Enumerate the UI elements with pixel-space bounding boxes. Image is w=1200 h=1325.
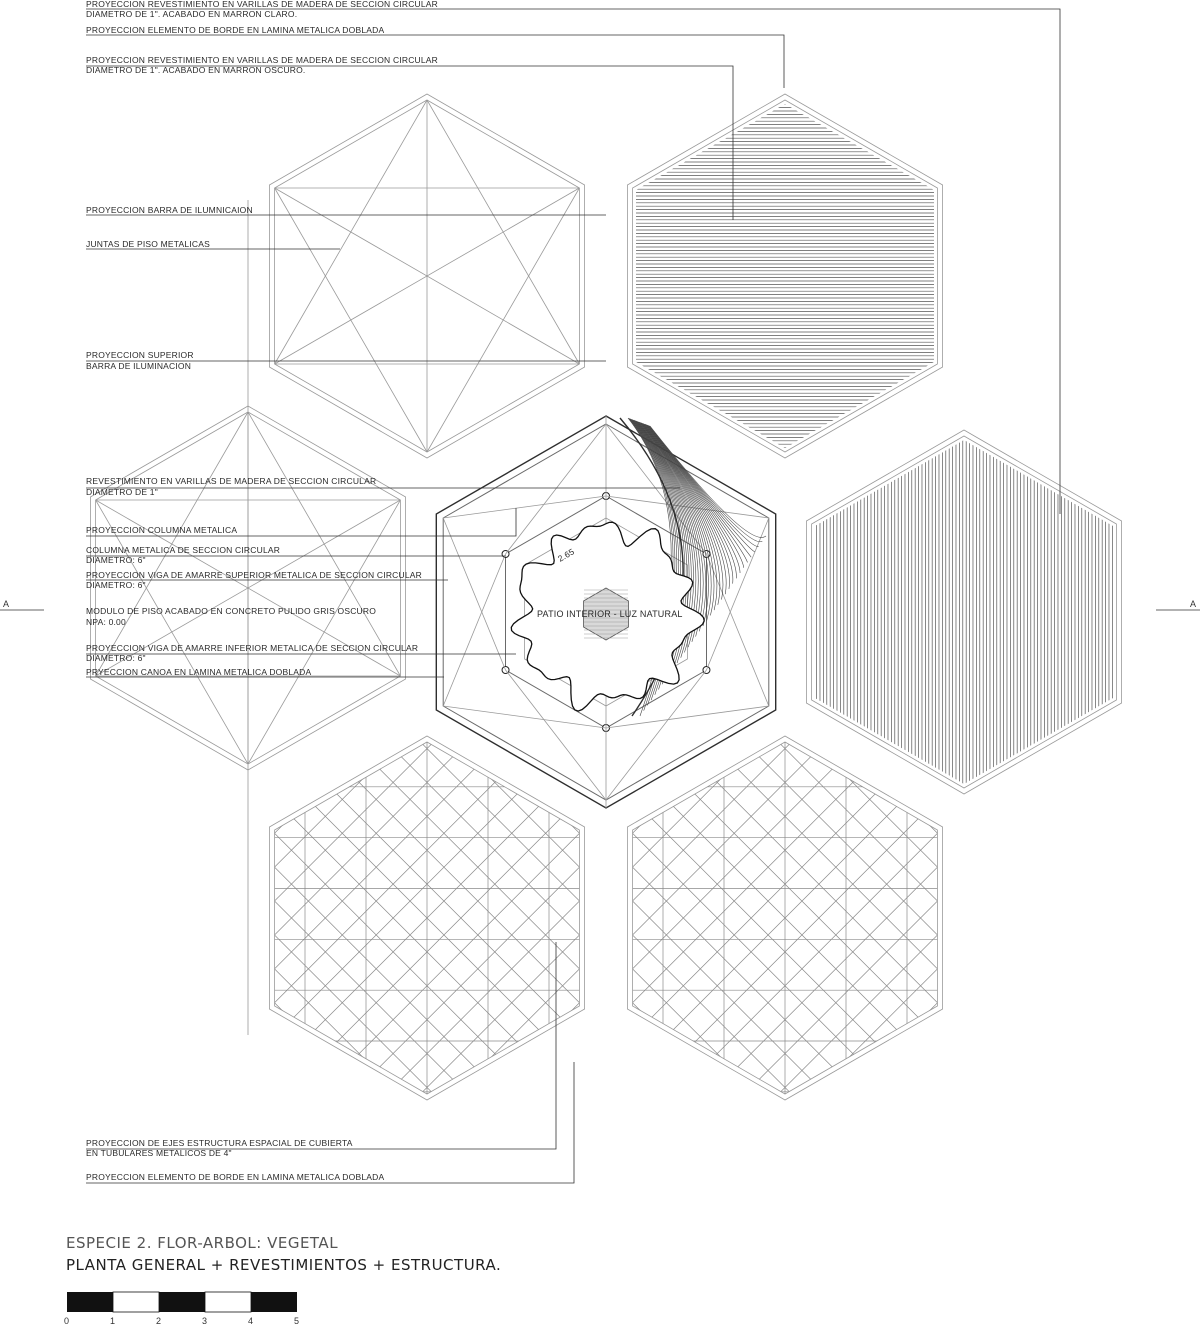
label-lower-beam-2: DIAMETRO: 6": [86, 653, 146, 663]
scale-segment-4: [205, 1292, 251, 1312]
patio-label: PATIO INTERIOR - LUZ NATURAL: [537, 609, 683, 619]
scale-tick-1: 1: [110, 1316, 116, 1325]
scale-segment-3: [159, 1292, 205, 1312]
hex-top-right-inner: [633, 100, 938, 452]
space-frame-left: [0, 736, 880, 1100]
leader-space-frame: [86, 942, 556, 1149]
label-wood-rods-light-1: PROYECCION REVESTIMIENTO EN VARILLAS DE MADERA DE SECCION CIRCULAR: [86, 0, 439, 9]
hatch-horizontal: [603, 94, 967, 458]
section-marker-left: A: [3, 599, 10, 609]
label-wood-cladding-1: REVESTIMIENTO EN VARILLAS DE MADERA DE SECCION CIRCULAR: [86, 476, 377, 486]
graphic-scale: [64, 1292, 299, 1325]
label-wood-rods-dark-2: DIAMETRO DE 1". ACABADO EN MARRON OSCURO.: [86, 65, 306, 75]
label-upper-beam-2: DIAMETRO: 6": [86, 580, 146, 590]
leader-wood-dark: [86, 66, 733, 220]
wood-rod-hatching: [603, 94, 1119, 794]
label-lighting-bar: PROYECCION BARRA DE ILUMNICAION: [86, 205, 253, 215]
label-lower-beam-1: PROYECCION VIGA DE AMARRE INFERIOR METALICA DE SECCION CIRCULAR: [86, 643, 419, 653]
leader-wood-light: [86, 9, 1060, 514]
dimension-label: 2.65: [556, 546, 577, 564]
scale-segment-5: [251, 1292, 297, 1312]
label-upper-projection-1: PROYECCION SUPERIOR: [86, 350, 194, 360]
scale-tick-2: 2: [156, 1316, 162, 1325]
scale-tick-3: 3: [202, 1316, 208, 1325]
label-wood-rods-light-2: DIAMETRO DE 1". ACABADO EN MARRON CLARO.: [86, 9, 298, 19]
hatch-vertical: [806, 430, 1119, 794]
scale-tick-0: 0: [64, 1316, 70, 1325]
label-floor-module-1: MODULO DE PISO ACABADO EN CONCRETO PULIDO GRIS OSCURO: [86, 606, 377, 616]
scale-segment-1: [67, 1292, 113, 1312]
annotation-labels: [86, 0, 438, 1182]
label-wood-rods-dark-1: PROYECCION REVESTIMIENTO EN VARILLAS DE MADERA DE SECCION CIRCULAR: [86, 55, 439, 65]
label-metal-column-2: DIAMETRO: 6": [86, 555, 146, 565]
label-upper-beam-1: PROYECCION VIGA DE AMARRE SUPERIOR METALICA DE SECCION CIRCULAR: [86, 570, 422, 580]
label-wood-cladding-2: DIAMETRO DE 1": [86, 487, 158, 497]
label-space-frame-1: PROYECCION DE EJES ESTRUCTURA ESPACIAL DE CUBIERTA: [86, 1138, 353, 1148]
scale-tick-4: 4: [248, 1316, 254, 1325]
label-floor-joints: JUNTAS DE PISO METALICAS: [86, 239, 210, 249]
label-space-frame-2: EN TUBULARES METALICOS DE 4": [86, 1148, 232, 1158]
title-species: ESPECIE 2. FLOR-ARBOL: VEGETAL: [66, 1234, 339, 1252]
section-marker-right: A: [1190, 599, 1197, 609]
scale-tick-5: 5: [294, 1316, 300, 1325]
space-frame-right: [332, 736, 1200, 1100]
label-edge-element-bottom: PROYECCION ELEMENTO DE BORDE EN LAMINA METALICA DOBLADA: [86, 1172, 385, 1182]
label-column-projection: PROYECCION COLUMNA METALICA: [86, 525, 238, 535]
label-floor-module-2: NPA: 0.00: [86, 617, 126, 627]
label-gutter: PRYECCION CANOA EN LAMINA METALICA DOBLADA: [86, 667, 312, 677]
label-metal-column-1: COLUMNA METALICA DE SECCION CIRCULAR: [86, 545, 281, 555]
label-edge-element-top: PROYECCION ELEMENTO DE BORDE EN LAMINA METALICA DOBLADA: [86, 25, 385, 35]
scale-segment-2: [113, 1292, 159, 1312]
title-plan: PLANTA GENERAL + REVESTIMIENTOS + ESTRUCTURA.: [66, 1256, 502, 1274]
space-frame-grid: [0, 736, 1200, 1100]
leader-edge-bottom: [86, 1062, 574, 1183]
label-upper-projection-2: BARRA DE ILUMINACION: [86, 361, 192, 371]
